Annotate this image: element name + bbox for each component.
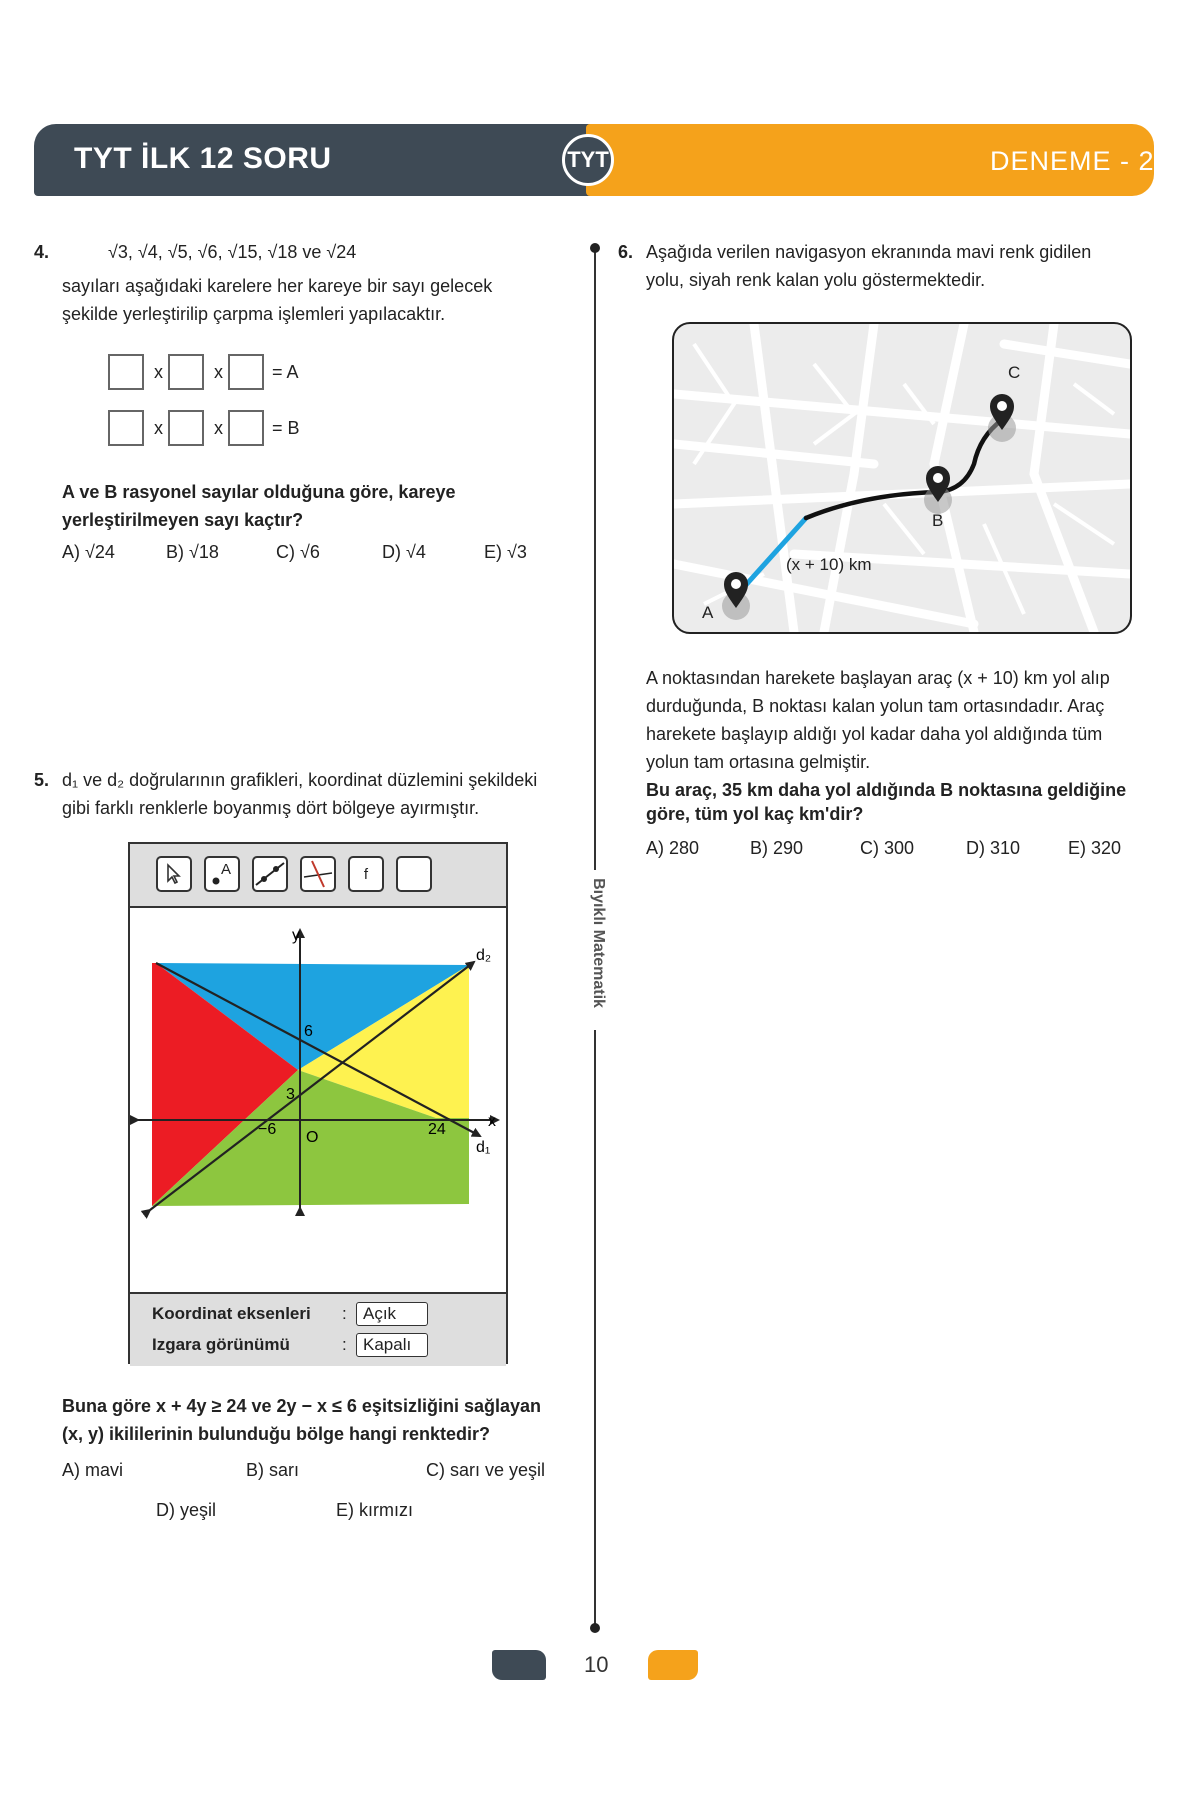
q6-option-b[interactable]: B) 290 (750, 838, 804, 858)
d2-label: d₂ (476, 947, 492, 964)
q4-box (108, 410, 144, 446)
q4-text-line-2: şekilde yerleştirilip çarpma işlemleri yapılacaktır. (62, 304, 446, 324)
remaining-route (806, 420, 1002, 518)
tick-label-y3: 3 (286, 1086, 295, 1103)
page-number: 10 (584, 1652, 609, 1677)
q4-times: x (154, 418, 163, 438)
coordinate-graph (130, 908, 506, 1292)
setting-colon: : (342, 1335, 347, 1354)
d1-label: d₁ (476, 1139, 491, 1156)
q6-option-c[interactable]: C) 300 (860, 838, 915, 858)
map-label-a: A (702, 603, 714, 622)
empty-tool-button[interactable] (396, 856, 432, 892)
q4-question-line-2: yerleştirilmeyen sayı kaçtır? (62, 510, 304, 530)
cursor-icon (164, 863, 184, 885)
line-icon (254, 859, 286, 889)
q6-text-line-1: Aşağıda verilen navigasyon ekranında mavi renk gidilen (646, 242, 1092, 262)
q4-box (168, 410, 204, 446)
q4-box (108, 354, 144, 390)
marker-a-icon (722, 572, 750, 620)
x-axis-label: x (488, 1113, 496, 1130)
q4-times: x (214, 362, 223, 382)
q6-option-d[interactable]: D) 310 (966, 838, 1021, 858)
q4-option-b[interactable]: B) √18 (166, 542, 219, 562)
q4-question-line-1: A ve B rasyonel sayılar olduğuna göre, kareye (62, 482, 456, 502)
q4-box (168, 354, 204, 390)
q4-box (228, 410, 264, 446)
perpendicular-line-icon (302, 859, 334, 889)
q6-paragraph-line-3: harekete başlayıp aldığı yol kadar daha yol aldığında tüm (646, 724, 1103, 744)
map-label-c: C (1008, 363, 1021, 382)
q6-paragraph-line-2: durduğunda, B noktası kalan yolun tam ortasındadır. Araç (646, 696, 1105, 716)
q4-row-a-result: = A (272, 362, 299, 382)
q6-paragraph-line-1: A noktasından harekete başlayan araç (x + 10) km yol alıp (646, 668, 1110, 688)
navigation-map (672, 322, 1132, 634)
tick-label-x-neg6: −6 (258, 1121, 277, 1138)
setting-colon: : (342, 1304, 347, 1323)
q6-question-line-1: Bu araç, 35 km daha yol aldığında B noktasına geldiğine (646, 780, 1127, 800)
point-icon (207, 859, 237, 889)
q5-option-b[interactable]: B) sarı (246, 1460, 300, 1480)
line-tool-button[interactable] (252, 856, 288, 892)
q4-row-b-result: = B (272, 418, 300, 438)
side-brand-text: Bıyıklı Matematik (590, 878, 607, 1008)
q4-box (228, 354, 264, 390)
divider-dot-bottom (590, 1623, 600, 1633)
pointer-tool-button[interactable] (156, 856, 192, 892)
setting-label-grid: Izgara görünümü (152, 1335, 290, 1354)
q4-option-e[interactable]: E) √3 (484, 542, 527, 562)
point-tool-button[interactable] (204, 856, 240, 892)
tick-label-x24: 24 (428, 1121, 446, 1138)
q5-question-line-2: (x, y) ikililerinin bulunduğu bölge hangi renktedir? (62, 1424, 491, 1444)
q4-number: 4. (34, 242, 50, 262)
q6-text-line-2: yolu, siyah renk kalan yolu göstermektedir. (646, 270, 986, 290)
q6-option-a[interactable]: A) 280 (646, 838, 700, 858)
origin-label: O (306, 1129, 319, 1146)
q4-numbers-line: √3, √4, √5, √6, √15, √18 ve √24 (108, 242, 357, 262)
q5-number: 5. (34, 770, 50, 790)
q5-text-line-2: gibi farklı renklerle boyanmış dört bölgeye ayırmıştır. (62, 798, 480, 818)
q6-number: 6. (618, 242, 634, 262)
q5-option-a[interactable]: A) mavi (62, 1460, 124, 1480)
point-tool-label: A (221, 861, 232, 878)
q4-text-line-1: sayıları aşağıdaki karelere her kareye bir sayı gelecek (62, 276, 493, 296)
tick-label-y6: 6 (304, 1023, 313, 1040)
map-drawing (674, 324, 1130, 632)
q4-option-d[interactable]: D) √4 (382, 542, 426, 562)
setting-value-axes[interactable]: Açık (356, 1302, 428, 1326)
q5-option-c[interactable]: C) sarı ve yeşil (426, 1460, 546, 1480)
q4-option-c[interactable]: C) √6 (276, 542, 320, 562)
footer-tab-right (648, 1650, 698, 1680)
y-axis-label: y (292, 927, 300, 944)
segment-label: (x + 10) km (786, 555, 872, 574)
graph-settings-panel (130, 1292, 506, 1366)
setting-label-axes: Koordinat eksenleri (152, 1304, 311, 1323)
q5-question-line-1: Buna göre x + 4y ≥ 24 ve 2y − x ≤ 6 eşitsizliğini sağlayan (62, 1396, 541, 1416)
perpendicular-tool-button[interactable] (300, 856, 336, 892)
side-brand (578, 870, 614, 1030)
map-label-b: B (932, 511, 944, 530)
setting-value-grid[interactable]: Kapalı (356, 1333, 428, 1357)
divider-dot-top (590, 243, 600, 253)
graph-toolbar (130, 844, 506, 908)
q5-text-line-1: d₁ ve d₂ doğrularının grafikleri, koordinat düzlemini şekildeki (62, 770, 538, 790)
q6-question-line-2: göre, tüm yol kaç km'dir? (646, 804, 864, 824)
q5-option-d[interactable]: D) yeşil (156, 1500, 217, 1520)
q4-option-a[interactable]: A) √24 (62, 542, 115, 562)
q6-option-e[interactable]: E) 320 (1068, 838, 1122, 858)
header-badge: TYT (562, 134, 614, 186)
graph-app-panel (128, 842, 508, 1364)
footer-tab-left (492, 1650, 546, 1680)
q6-paragraph-line-4: yolun tam ortasına gelmiştir. (646, 752, 871, 772)
q4-times: x (154, 362, 163, 382)
header-title: TYT İLK 12 SORU (74, 142, 332, 175)
q4-times: x (214, 418, 223, 438)
q5-option-e[interactable]: E) kırmızı (336, 1500, 413, 1520)
function-tool-button[interactable]: f (348, 856, 384, 892)
header-exam-label: DENEME - 2 (990, 146, 1155, 176)
